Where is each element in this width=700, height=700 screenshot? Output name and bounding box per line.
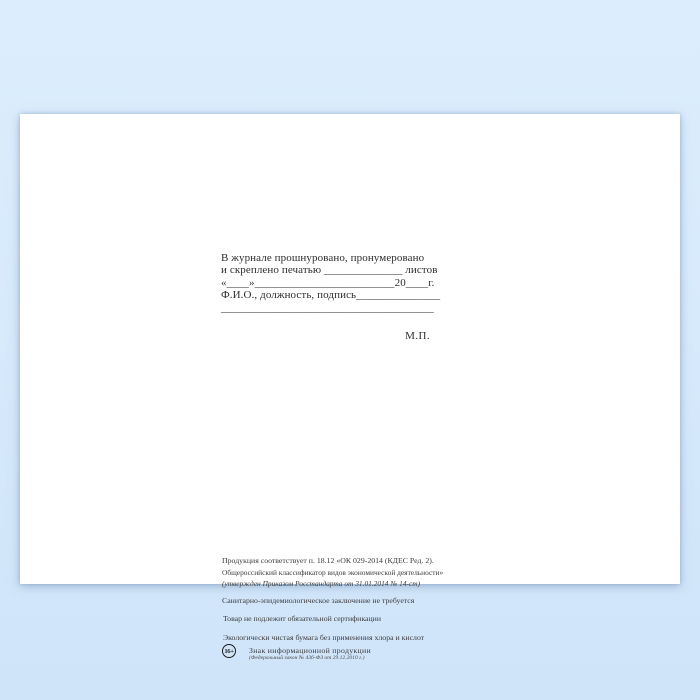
certification-note: Товар не подлежит обязательной сертификации bbox=[223, 614, 381, 623]
attestation-signature-line: Ф.И.О., должность, подпись_______________ bbox=[221, 289, 441, 302]
age-rating-16plus-icon: 16+ bbox=[222, 644, 236, 658]
journal-back-page bbox=[20, 114, 680, 661]
attestation-blank-line: ______________________________________ bbox=[221, 301, 434, 314]
age-rating-label: Знак информационной продукции bbox=[249, 645, 371, 655]
imprint-block bbox=[222, 554, 502, 684]
attestation-line-2: и скреплено печатью ______________ листов bbox=[221, 264, 438, 277]
attestation-date-line: «____»_________________________20____г. bbox=[221, 276, 435, 289]
stamp-place-label: М.П. bbox=[405, 330, 430, 343]
compliance-line-2: Общероссийский классификатор видов экономической деятельности» bbox=[222, 567, 444, 577]
attestation-line-1: В журнале прошнуровано, пронумеровано bbox=[221, 252, 425, 264]
eco-paper-note: Экологически чистая бумага без применения хлора и кислот bbox=[223, 632, 425, 642]
age-rating-row bbox=[222, 643, 371, 662]
age-rating-law-reference: (Федеральный закон № 436-ФЗ от 29.12.2010 г.) bbox=[249, 654, 365, 661]
age-rating-text bbox=[249, 643, 371, 662]
compliance-line-1: Продукция соответствует п. 18.12 «ОК 029-2014 (КДЕС Ред. 2). bbox=[222, 556, 434, 565]
sanitary-note: Санитарно-эпидемиологическое заключение не требуется bbox=[222, 596, 415, 605]
compliance-decree-line: (утвержден Приказом Росстандарта от 31.01.2014 № 14-ст) bbox=[222, 578, 421, 588]
binding-attestation-block bbox=[221, 252, 441, 343]
